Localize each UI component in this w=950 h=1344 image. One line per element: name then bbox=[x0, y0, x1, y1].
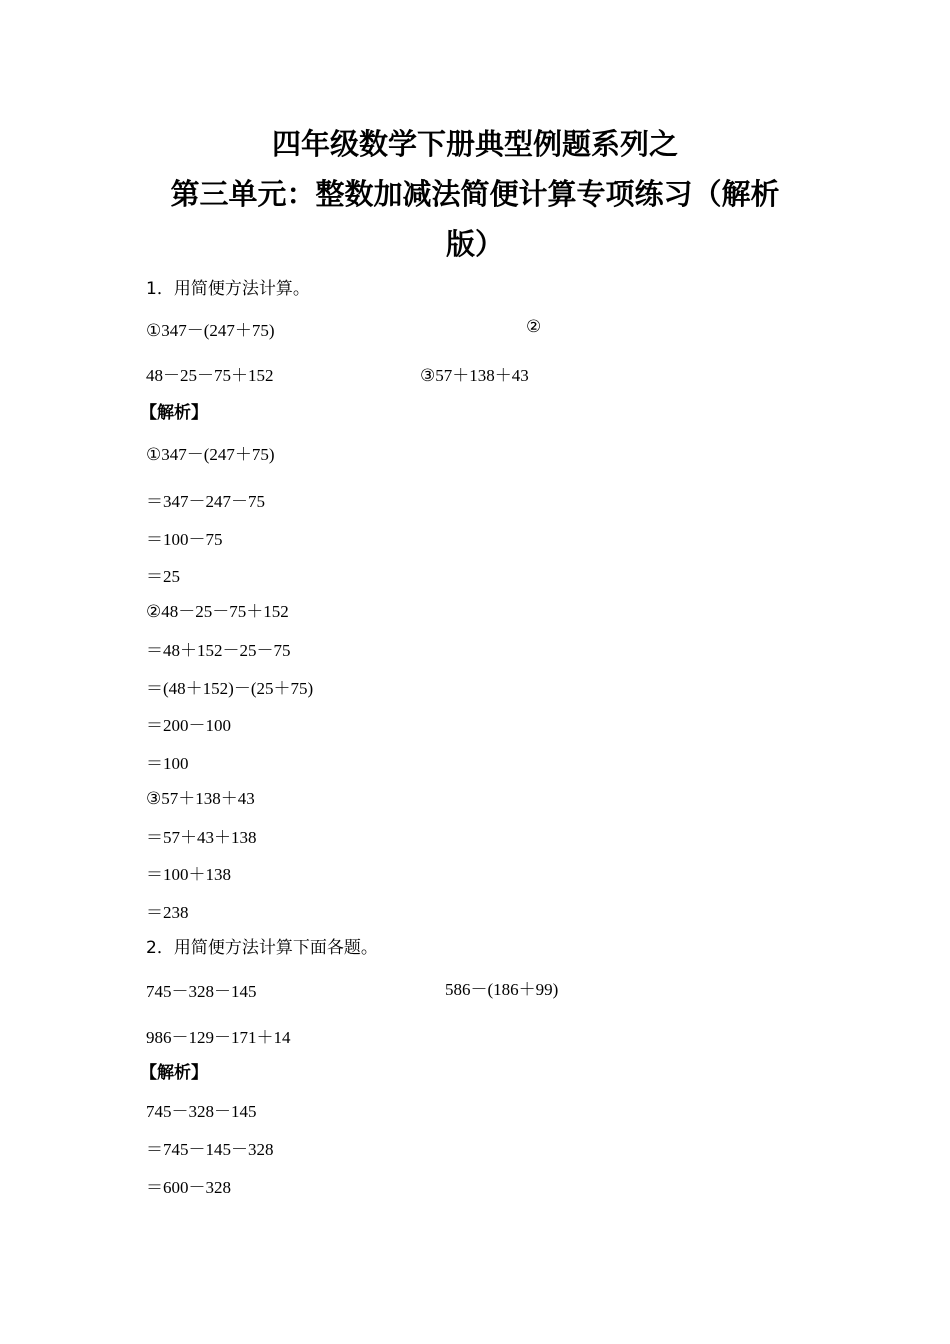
q2-item-1: 745－328－145 bbox=[146, 982, 257, 1001]
document-title-line-2: 第三单元：整数加减法简便计算专项练习（解析 bbox=[170, 177, 780, 211]
q1-solution-tag: 【解析】 bbox=[140, 403, 208, 423]
q1-item-1: ①347－(247＋75) bbox=[146, 321, 275, 340]
q2-item-2: 586－(186＋99) bbox=[445, 980, 559, 999]
q1-step: ＝100 bbox=[146, 754, 189, 773]
q1-step: ＝200－100 bbox=[146, 716, 231, 735]
q1-step: ＝100＋138 bbox=[146, 865, 231, 884]
q2-step: ＝600－328 bbox=[146, 1178, 231, 1197]
q2-step: ＝745－145－328 bbox=[146, 1140, 274, 1159]
question-1-prompt: 1．用简便方法计算。 bbox=[146, 279, 310, 299]
q1-step: ＝(48＋152)－(25＋75) bbox=[146, 679, 314, 698]
q1-step: ＝347－247－75 bbox=[146, 492, 265, 511]
q1-step: ＝57＋43＋138 bbox=[146, 828, 257, 847]
q1-step: ＝48＋152－25－75 bbox=[146, 641, 291, 660]
q2-item-3: 986－129－171＋14 bbox=[146, 1028, 291, 1047]
document-title-line-1: 四年级数学下册典型例题系列之 bbox=[271, 127, 678, 161]
q1-item-2-expression: 48－25－75＋152 bbox=[146, 366, 274, 385]
q1-step: ③57＋138＋43 bbox=[146, 789, 255, 808]
q1-step: ①347－(247＋75) bbox=[146, 445, 275, 464]
q2-step: 745－328－145 bbox=[146, 1102, 257, 1121]
q1-item-2-mark: ② bbox=[526, 317, 542, 337]
q1-step: ＝100－75 bbox=[146, 530, 223, 549]
q1-step: ＝238 bbox=[146, 903, 189, 922]
q1-item-3: ③57＋138＋43 bbox=[420, 366, 529, 385]
q1-step: ②48－25－75＋152 bbox=[146, 602, 289, 621]
question-2-prompt: 2．用简便方法计算下面各题。 bbox=[146, 938, 378, 958]
document-title-line-3: 版） bbox=[445, 227, 504, 261]
q2-solution-tag: 【解析】 bbox=[140, 1063, 208, 1083]
q1-step: ＝25 bbox=[146, 567, 180, 586]
